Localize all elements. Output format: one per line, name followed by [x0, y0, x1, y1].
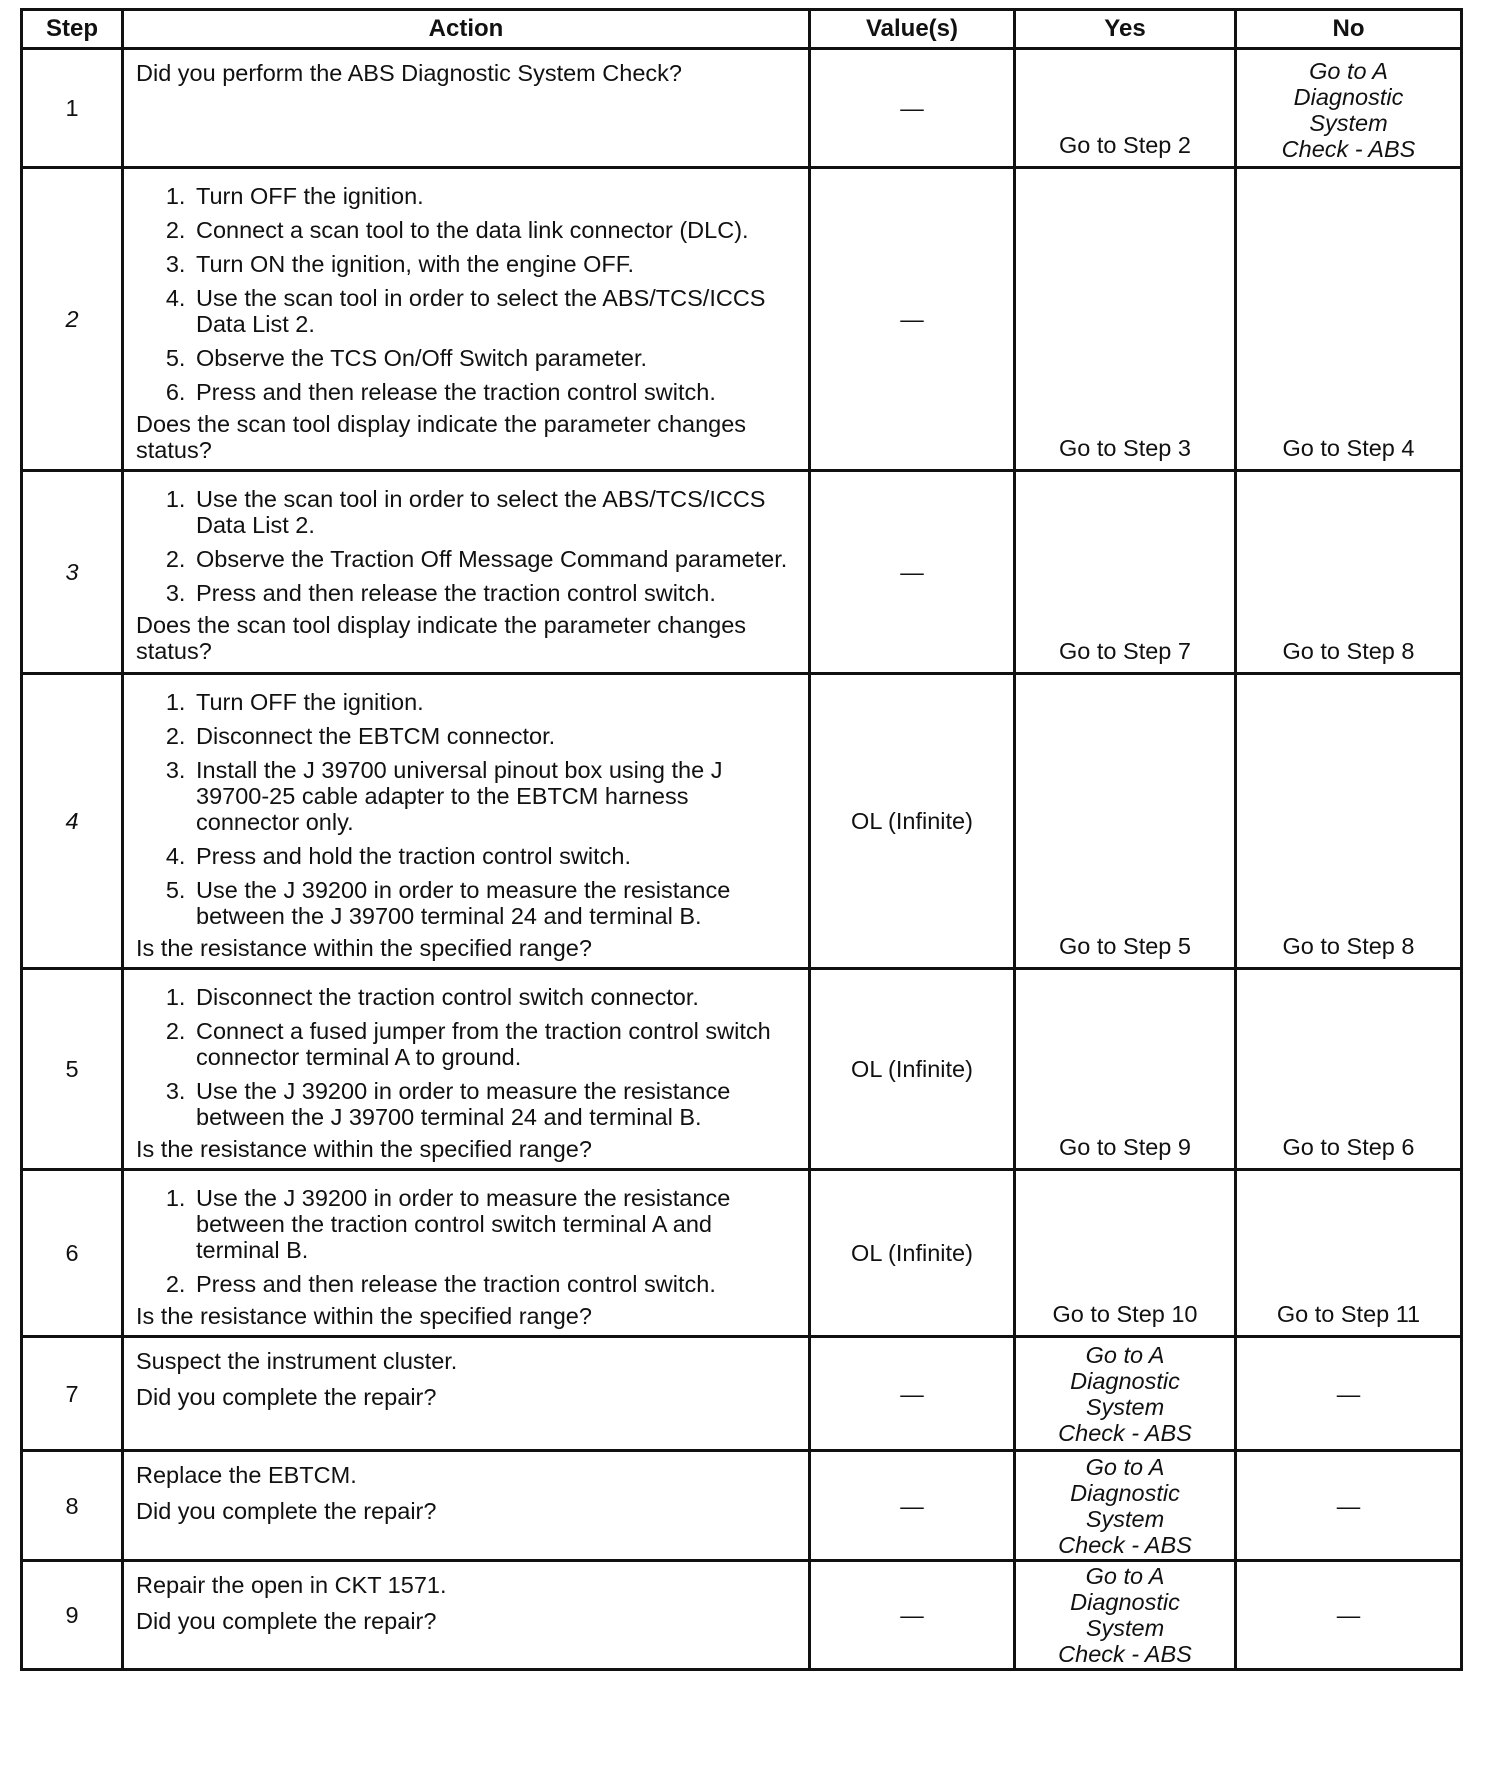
step-number: 6 [22, 1170, 123, 1337]
action-cell [123, 471, 810, 674]
no-cell: — [1236, 1561, 1462, 1670]
header-no: No [1236, 10, 1462, 49]
value-cell: — [810, 1337, 1015, 1451]
statement-text: Repair the open in CKT 1571. [136, 1572, 447, 1598]
value-cell: — [810, 1561, 1015, 1670]
step-number: 2 [22, 168, 123, 471]
yes-cell [1015, 168, 1236, 471]
step-number: 9 [22, 1561, 123, 1670]
list-item: 3. Install the J 39700 universal pinout box using the J 39700-25 cable adapter to the EBTCM harness connector only. [192, 757, 796, 835]
no-goto: Go to Step 6 [1282, 1134, 1415, 1160]
instruction-list [136, 689, 796, 929]
value-cell: OL (Infinite) [810, 674, 1015, 969]
list-item: 2. Connect a scan tool to the data link connector (DLC). [192, 217, 796, 243]
no-goto: Go to Step 11 [1276, 1301, 1421, 1327]
value-cell: — [810, 1451, 1015, 1561]
no-cell [1236, 471, 1462, 674]
action-cell [123, 1561, 810, 1670]
step-number: 5 [22, 969, 123, 1170]
value-cell: OL (Infinite) [810, 969, 1015, 1170]
instruction-list [136, 984, 796, 1130]
table-row [22, 1337, 1462, 1451]
header-action: Action [123, 10, 810, 49]
yes-cell [1015, 1561, 1236, 1670]
action-cell [123, 168, 810, 471]
yes-cell [1015, 674, 1236, 969]
no-goto: Go to Step 4 [1282, 435, 1415, 461]
action-cell [123, 969, 810, 1170]
table-row [22, 471, 1462, 674]
step-number: 1 [22, 49, 123, 168]
yes-goto: Go to Step 2 [1059, 132, 1191, 158]
no-goto: Go to A Diagnostic System Check - ABS [1281, 58, 1416, 162]
no-goto: Go to Step 8 [1282, 933, 1415, 959]
yes-cell [1015, 471, 1236, 674]
value-cell: OL (Infinite) [810, 1170, 1015, 1337]
list-item: 5. Observe the TCS On/Off Switch parameter. [192, 345, 796, 371]
table-row [22, 1561, 1462, 1670]
list-item: 2. Press and then release the traction control switch. [192, 1271, 796, 1297]
value-cell: — [810, 168, 1015, 471]
header-values: Value(s) [810, 10, 1015, 49]
list-item: 1. Turn OFF the ignition. [192, 689, 796, 715]
question-text: Did you complete the repair? [136, 1608, 437, 1634]
yes-cell [1015, 1451, 1236, 1561]
question-text: Did you perform the ABS Diagnostic System Check? [136, 60, 682, 86]
list-item: 3. Press and then release the traction control switch. [192, 580, 796, 606]
no-goto: Go to Step 8 [1282, 638, 1415, 664]
question-text: Does the scan tool display indicate the parameter changes status? [136, 411, 747, 463]
yes-cell [1015, 1170, 1236, 1337]
instruction-list [136, 1185, 796, 1297]
table-row [22, 49, 1462, 168]
no-cell [1236, 168, 1462, 471]
step-number: 3 [22, 471, 123, 674]
yes-goto: Go to Step 5 [1059, 933, 1191, 959]
header-yes: Yes [1015, 10, 1236, 49]
list-item: 1. Use the scan tool in order to select the ABS/TCS/ICCS Data List 2. [192, 486, 796, 538]
statement-text: Suspect the instrument cluster. [136, 1348, 458, 1374]
table-row [22, 674, 1462, 969]
action-cell [123, 1337, 810, 1451]
value-cell: — [810, 471, 1015, 674]
value-cell: — [810, 49, 1015, 168]
action-cell [123, 674, 810, 969]
list-item: 2. Observe the Traction Off Message Command parameter. [192, 546, 796, 572]
yes-goto: Go to Step 7 [1059, 638, 1191, 664]
statement-text: Replace the EBTCM. [136, 1462, 357, 1488]
instruction-list [136, 183, 796, 405]
list-item: 1. Turn OFF the ignition. [192, 183, 796, 209]
list-item: 2. Disconnect the EBTCM connector. [192, 723, 796, 749]
yes-goto: Go to Step 9 [1059, 1134, 1191, 1160]
step-number: 7 [22, 1337, 123, 1451]
instruction-list [136, 486, 796, 606]
diagnostic-table [20, 8, 1463, 1671]
yes-goto: Go to A Diagnostic System Check - ABS [1058, 1563, 1192, 1667]
yes-cell [1015, 1337, 1236, 1451]
step-number: 4 [22, 674, 123, 969]
list-item: 6. Press and then release the traction control switch. [192, 379, 796, 405]
list-item: 5. Use the J 39200 in order to measure the resistance between the J 39700 terminal 24 and terminal B. [192, 877, 796, 929]
question-text: Did you complete the repair? [136, 1384, 437, 1410]
action-cell [123, 49, 810, 168]
list-item: 2. Connect a fused jumper from the traction control switch connector terminal A to ground. [192, 1018, 796, 1070]
no-cell [1236, 1170, 1462, 1337]
list-item: 4. Use the scan tool in order to select the ABS/TCS/ICCS Data List 2. [192, 285, 796, 337]
no-cell: — [1236, 1337, 1462, 1451]
action-cell [123, 1170, 810, 1337]
yes-cell [1015, 969, 1236, 1170]
list-item: 4. Press and hold the traction control switch. [192, 843, 796, 869]
step-number: 8 [22, 1451, 123, 1561]
list-item: 1. Use the J 39200 in order to measure the resistance between the traction control switch terminal A and terminal B. [192, 1185, 796, 1263]
question-text: Is the resistance within the specified range? [136, 1136, 592, 1162]
yes-goto: Go to Step 3 [1059, 435, 1191, 461]
action-cell [123, 1451, 810, 1561]
no-cell: — [1236, 1451, 1462, 1561]
question-text: Does the scan tool display indicate the parameter changes status? [136, 612, 747, 664]
question-text: Is the resistance within the specified range? [136, 1303, 592, 1329]
list-item: 3. Turn ON the ignition, with the engine OFF. [192, 251, 796, 277]
yes-goto: Go to Step 10 [1052, 1301, 1198, 1327]
no-cell [1236, 969, 1462, 1170]
header-row [22, 10, 1462, 49]
no-cell [1236, 49, 1462, 168]
yes-goto: Go to A Diagnostic System Check - ABS [1058, 1453, 1192, 1558]
yes-goto: Go to A Diagnostic System Check - ABS [1058, 1341, 1192, 1446]
no-cell [1236, 674, 1462, 969]
table-row [22, 1451, 1462, 1561]
header-step: Step [22, 10, 123, 49]
table-row [22, 168, 1462, 471]
list-item: 3. Use the J 39200 in order to measure the resistance between the J 39700 terminal 24 and terminal B. [192, 1078, 796, 1130]
question-text: Did you complete the repair? [136, 1498, 437, 1524]
question-text: Is the resistance within the specified range? [136, 935, 592, 961]
table-row [22, 969, 1462, 1170]
list-item: 1. Disconnect the traction control switch connector. [192, 984, 796, 1010]
yes-cell [1015, 49, 1236, 168]
table-row [22, 1170, 1462, 1337]
